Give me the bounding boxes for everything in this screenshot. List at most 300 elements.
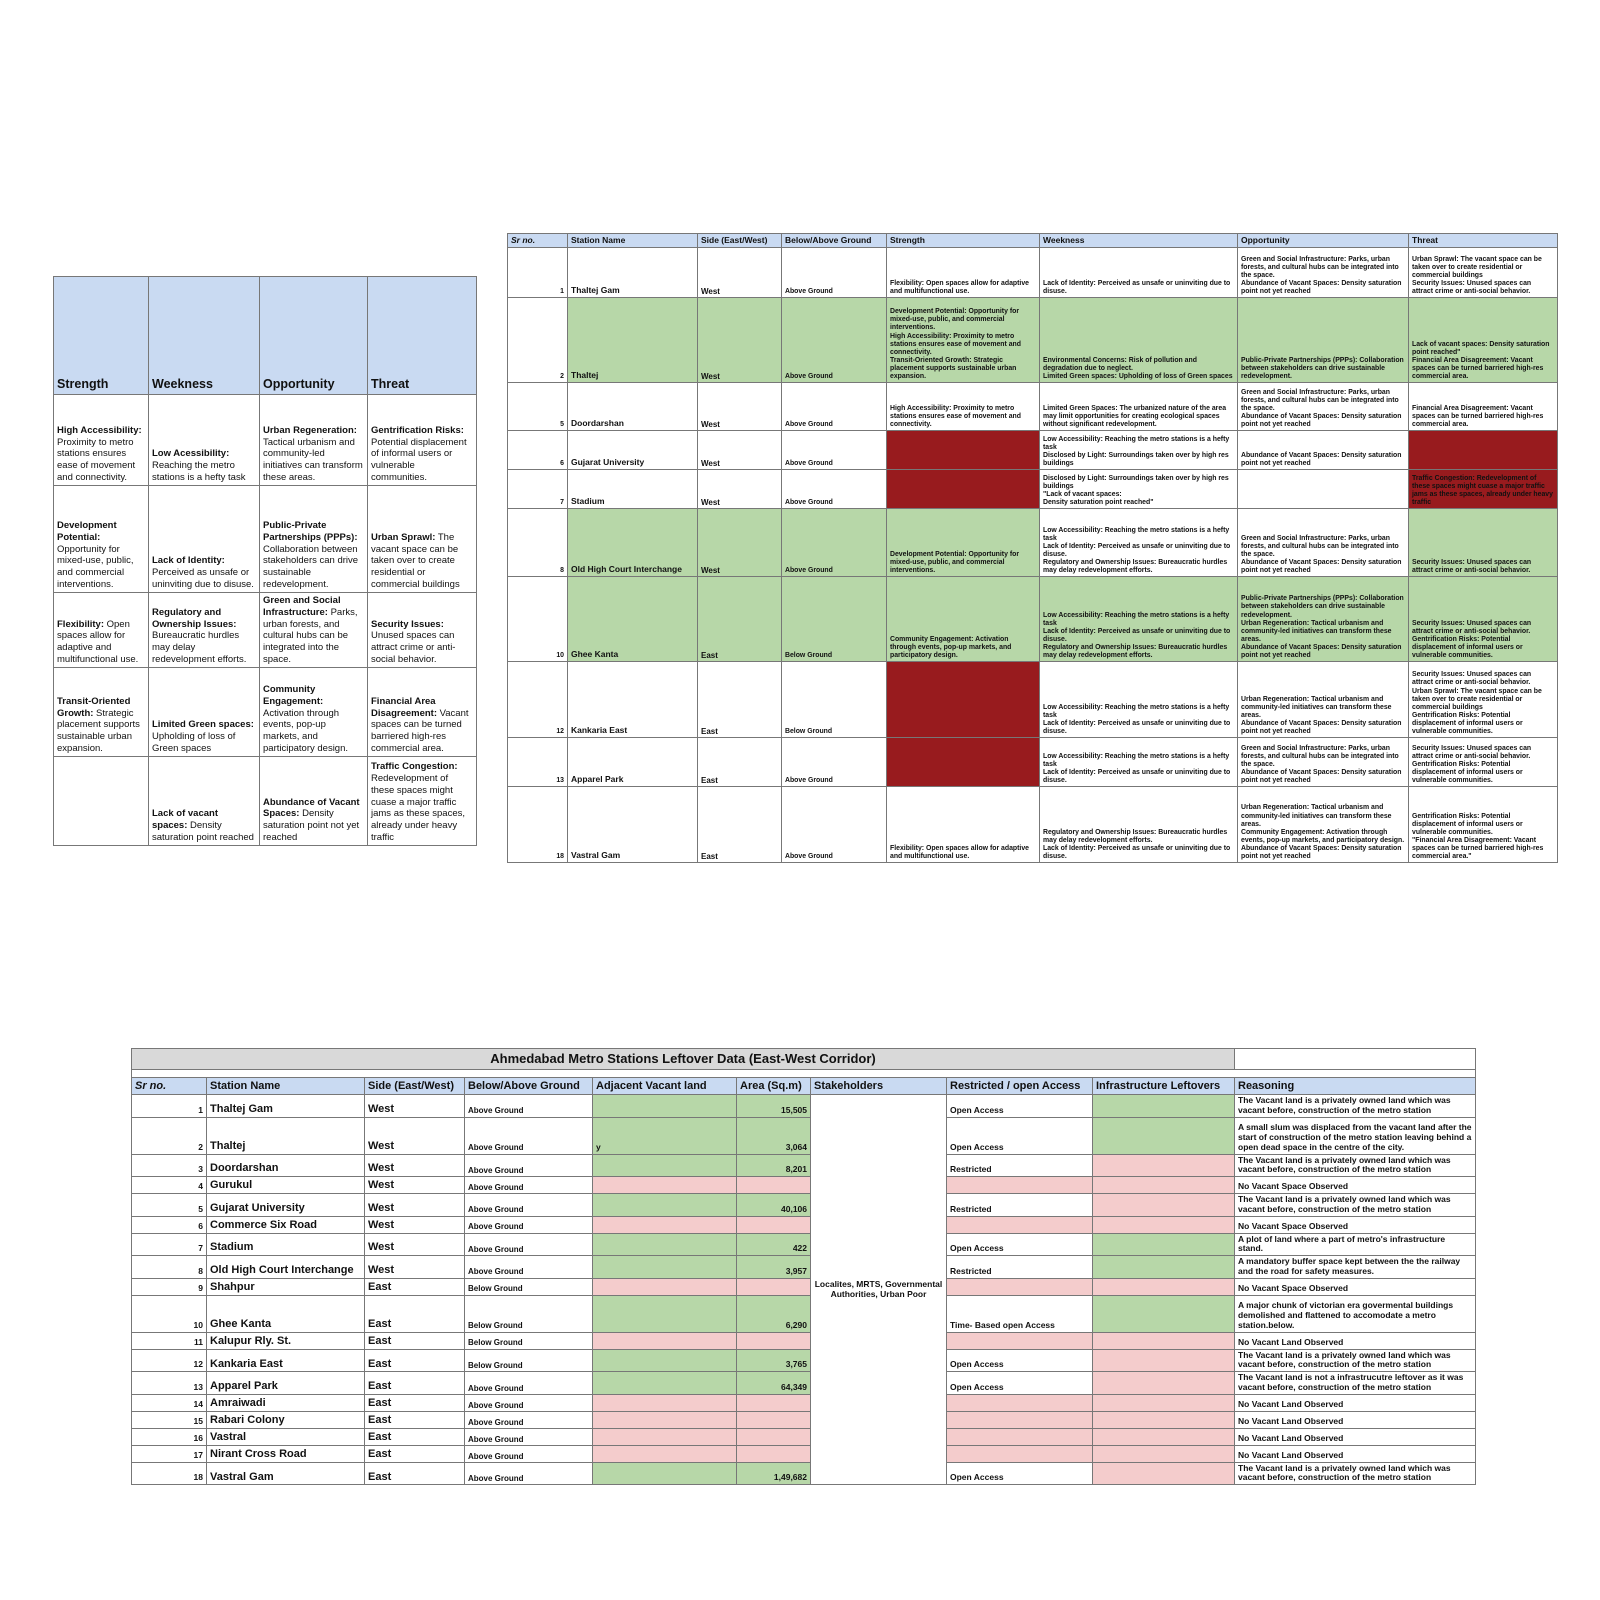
swot-header-row [54,277,477,395]
swot-cell-text: Collaboration between stakeholders can drive sustainable redevelopment. [263,543,359,591]
station-name-cell: Thaltej [568,298,698,383]
side-cell: East [365,1462,465,1485]
swot-cell-title: Regulatory and Ownership Issues: [152,606,237,630]
swot-cell-title: Flexibility: [57,618,104,630]
swot-cell-text: Tactical urbanism and community-led initiatives can transform these areas. [263,436,363,484]
adjacent-vacant-land-cell [593,1177,737,1194]
area-cell: 3,765 [737,1349,811,1372]
infrastructure-leftover-cell [1093,1177,1235,1194]
reasoning-cell: The Vacant land is a privately owned land which was vacant before, construction of the metro station [1235,1095,1476,1118]
ground-cell: Above Ground [465,1216,593,1233]
ground-cell: Above Ground [465,1154,593,1177]
area-cell [737,1177,811,1194]
infrastructure-leftover-cell [1093,1194,1235,1217]
access-cell: Open Access [947,1349,1093,1372]
leftover-header: Restricted / open Access [947,1078,1093,1095]
swot-cell [260,486,368,593]
ground-cell: Above Ground [465,1394,593,1411]
leftover-row [132,1177,1476,1194]
station-swot-row [508,738,1558,787]
ground-cell: Above Ground [782,470,887,509]
infrastructure-leftover-cell [1093,1233,1235,1256]
station-swot-header: Below/Above Ground [782,234,887,248]
side-cell: West [698,298,782,383]
swot-cell-text: The vacant space can be taken over to create residential or commercial buildings [371,531,460,591]
weakness-cell: Limited Green Spaces: The urbanized nature of the area may limit opportunities for creating ecological spaces without significant redevelopment. [1040,383,1238,431]
strength-cell: Community Engagement: Activation through events, pop-up markets, and participatory design. [887,577,1040,662]
access-cell [947,1216,1093,1233]
station-name-cell: Old High Court Interchange [568,509,698,577]
station-name-cell: Ghee Kanta [207,1295,365,1332]
adjacent-vacant-land-cell [593,1332,737,1349]
station-swot-header: Sr no. [508,234,568,248]
opportunity-cell: Green and Social Infrastructure: Parks, urban forests, and cultural hubs can be integrated into the space. Abundance of Vacant Spaces: Density saturation point not yet reached [1238,383,1409,431]
side-cell: West [365,1233,465,1256]
threat-cell: Financial Area Disagreement: Vacant spaces can be turned barriered high-res commercial area. [1409,383,1558,431]
reasoning-cell: No Vacant Land Observed [1235,1394,1476,1411]
leftover-header: Sr no. [132,1078,207,1095]
sr-no-cell: 6 [508,431,568,470]
swot-cell [149,757,260,846]
side-cell: East [365,1394,465,1411]
sr-no-cell: 5 [508,383,568,431]
swot-cell-text: Opportunity for mixed-use, public, and commercial interventions. [57,543,134,591]
adjacent-vacant-land-cell [593,1233,737,1256]
threat-cell [1409,431,1558,470]
station-name-cell: Gujarat University [568,431,698,470]
swot-row [54,593,477,668]
swot-cell [368,593,477,668]
swot-table [53,276,477,846]
access-cell: Open Access [947,1233,1093,1256]
leftover-title-row [132,1049,1476,1070]
swot-cell-title: Traffic Congestion: [371,760,458,772]
swot-cell [149,395,260,486]
swot-cell-text: Proximity to metro stations ensures ease of movement and connectivity. [57,436,136,484]
leftover-row [132,1278,1476,1295]
swot-cell-title: Financial Area Disagreement: [371,695,437,719]
station-swot-row [508,577,1558,662]
station-name-cell: Thaltej Gam [207,1095,365,1118]
reasoning-cell: The Vacant land is a privately owned land which was vacant before, construction of the metro station [1235,1462,1476,1485]
ground-cell: Above Ground [465,1177,593,1194]
station-name-cell: Gujarat University [207,1194,365,1217]
access-cell: Open Access [947,1117,1093,1154]
side-cell: West [365,1216,465,1233]
side-cell: West [365,1117,465,1154]
sr-no-cell: 7 [132,1233,207,1256]
station-swot-header: Strength [887,234,1040,248]
station-swot-table [507,233,1558,863]
station-name-cell: Stadium [207,1233,365,1256]
station-swot-row [508,662,1558,738]
leftover-header-row [132,1078,1476,1095]
threat-cell: Gentrification Risks: Potential displacement of informal users or vulnerable communities. "Financial Area Disagreement: Vacant spaces can be turned barriered high-res commercial area." [1409,787,1558,863]
adjacent-vacant-land-cell [593,1411,737,1428]
station-swot-header: Threat [1409,234,1558,248]
station-name-cell: Kalupur Rly. St. [207,1332,365,1349]
leftover-row [132,1332,1476,1349]
swot-cell-text: Parks, urban forests, and cultural hubs can be integrated into the space. [263,606,358,666]
threat-cell: Security Issues: Unused spaces can attract crime or anti-social behavior. [1409,509,1558,577]
weakness-cell: Environmental Concerns: Risk of pollution and degradation due to neglect. Limited Green spaces: Upholding of loss of Green spaces [1040,298,1238,383]
sr-no-cell: 9 [132,1278,207,1295]
threat-cell: Security Issues: Unused spaces can attract crime or anti-social behavior. Gentrification Risks: Potential displacement of informal users or vulnerable communities. [1409,738,1558,787]
adjacent-vacant-land-cell [593,1428,737,1445]
area-cell: 3,957 [737,1256,811,1279]
side-cell: East [365,1411,465,1428]
leftover-gap-row [132,1070,1476,1078]
opportunity-cell: Public-Private Partnerships (PPPs): Collaboration between stakeholders can drive sustainable redevelopment. Urban Regeneration: Tactical urbanism and community-led initiatives can transform these areas. Abundance of Vacant Spaces: Density saturation point not yet reached [1238,577,1409,662]
sr-no-cell: 11 [132,1332,207,1349]
leftover-row [132,1233,1476,1256]
station-name-cell: Stadium [568,470,698,509]
swot-cell [368,668,477,757]
leftover-row [132,1394,1476,1411]
station-name-cell: Vastral [207,1428,365,1445]
access-cell [947,1394,1093,1411]
station-swot-row [508,383,1558,431]
sr-no-cell: 8 [508,509,568,577]
side-cell: East [698,738,782,787]
area-cell: 1,49,682 [737,1462,811,1485]
ground-cell: Below Ground [782,662,887,738]
area-cell [737,1445,811,1462]
sr-no-cell: 4 [132,1177,207,1194]
station-swot-header: Side (East/West) [698,234,782,248]
leftover-header: Below/Above Ground [465,1078,593,1095]
station-name-cell: Shahpur [207,1278,365,1295]
reasoning-cell: The Vacant land is a privately owned land which was vacant before, construction of the metro station [1235,1194,1476,1217]
reasoning-cell: No Vacant Land Observed [1235,1411,1476,1428]
adjacent-vacant-land-cell [593,1349,737,1372]
opportunity-cell [1238,470,1409,509]
weakness-cell: Low Accessibility: Reaching the metro stations is a hefty task Lack of Identity: Perceived as unsafe or uninviting due to disuse. Regulatory and Ownership Issues: Bureaucratic hurdles may delay redevelopment efforts. [1040,509,1238,577]
swot-cell-title: Urban Sprawl: [371,531,436,543]
ground-cell: Above Ground [465,1462,593,1485]
side-cell: East [365,1428,465,1445]
swot-cell-title: Lack of Identity: [152,555,225,567]
swot-cell-title: Abundance of Vacant Spaces: [263,796,360,820]
opportunity-cell: Public-Private Partnerships (PPPs): Collaboration between stakeholders can drive sustainable redevelopment. [1238,298,1409,383]
infrastructure-leftover-cell [1093,1117,1235,1154]
swot-cell [368,395,477,486]
side-cell: West [365,1095,465,1118]
strength-cell [887,662,1040,738]
sr-no-cell: 10 [508,577,568,662]
leftover-row [132,1462,1476,1485]
leftover-data-table [131,1048,1476,1485]
weakness-cell: Low Accessibility: Reaching the metro stations is a hefty task Lack of Identity: Perceived as unsafe or uninviting due to disuse. [1040,662,1238,738]
swot-header-opportunity: Opportunity [260,277,368,395]
side-cell: West [698,383,782,431]
station-name-cell: Rabari Colony [207,1411,365,1428]
sr-no-cell: 1 [508,248,568,298]
access-cell: Restricted [947,1256,1093,1279]
ground-cell: Below Ground [465,1332,593,1349]
access-cell [947,1428,1093,1445]
reasoning-cell: A mandatory buffer space kept between the the railway and the road for safety measures. [1235,1256,1476,1279]
station-swot-row [508,431,1558,470]
swot-cell-text: Upholding of loss of Green spaces [152,731,236,755]
station-name-cell: Amraiwadi [207,1394,365,1411]
strength-cell [887,738,1040,787]
ground-cell: Above Ground [782,509,887,577]
sr-no-cell: 2 [508,298,568,383]
access-cell: Open Access [947,1372,1093,1395]
leftover-row [132,1445,1476,1462]
ground-cell: Below Ground [465,1278,593,1295]
reasoning-cell: No Vacant Space Observed [1235,1278,1476,1295]
swot-cell-text: Bureaucratic hurdles may delay redevelopment efforts. [152,630,247,666]
side-cell: West [698,509,782,577]
side-cell: West [365,1177,465,1194]
area-cell: 64,349 [737,1372,811,1395]
access-cell: Open Access [947,1095,1093,1118]
infrastructure-leftover-cell [1093,1349,1235,1372]
swot-cell [368,486,477,593]
ground-cell: Above Ground [782,248,887,298]
station-swot-row [508,470,1558,509]
sr-no-cell: 18 [508,787,568,863]
adjacent-vacant-land-cell [593,1394,737,1411]
station-name-cell: Commerce Six Road [207,1216,365,1233]
ground-cell: Above Ground [782,431,887,470]
station-name-cell: Gurukul [207,1177,365,1194]
leftover-row [132,1295,1476,1332]
ground-cell: Above Ground [465,1117,593,1154]
infrastructure-leftover-cell [1093,1394,1235,1411]
swot-cell [368,757,477,846]
leftover-row [132,1256,1476,1279]
swot-cell-title: High Accessibility: [57,424,142,436]
area-cell [737,1411,811,1428]
weakness-cell: Low Accessibility: Reaching the metro stations is a hefty task Lack of Identity: Perceived as unsafe or uninviting due to disuse. Regulatory and Ownership Issues: Bureaucratic hurdles may delay redevelopment efforts. [1040,577,1238,662]
swot-cell-text: Vacant spaces can be turned barriered high-res commercial area. [371,707,469,755]
access-cell [947,1332,1093,1349]
side-cell: East [365,1332,465,1349]
area-cell: 6,290 [737,1295,811,1332]
station-name-cell: Apparel Park [568,738,698,787]
infrastructure-leftover-cell [1093,1372,1235,1395]
leftover-row [132,1372,1476,1395]
adjacent-vacant-land-cell [593,1216,737,1233]
infrastructure-leftover-cell [1093,1256,1235,1279]
swot-cell [260,757,368,846]
station-name-cell: Vastral Gam [207,1462,365,1485]
side-cell: West [698,248,782,298]
station-name-cell: Nirant Cross Road [207,1445,365,1462]
station-name-cell: Vastral Gam [568,787,698,863]
swot-cell-title: Green and Social Infrastructure: [263,594,341,618]
station-name-cell: Apparel Park [207,1372,365,1395]
ground-cell: Above Ground [782,298,887,383]
threat-cell: Lack of vacant spaces: Density saturation point reached" Financial Area Disagreement: Vacant spaces can be turned barriered high-res commercial area. [1409,298,1558,383]
sr-no-cell: 12 [508,662,568,738]
ground-cell: Above Ground [465,1233,593,1256]
swot-cell-text: Activation through events, pop-up markets, and participatory design. [263,707,349,755]
swot-cell-title: Transit-Oriented Growth: [57,695,131,719]
access-cell: Restricted [947,1194,1093,1217]
swot-cell [149,668,260,757]
sr-no-cell: 3 [132,1154,207,1177]
access-cell [947,1278,1093,1295]
station-name-cell: Old High Court Interchange [207,1256,365,1279]
area-cell: 8,201 [737,1154,811,1177]
swot-cell [54,668,149,757]
infrastructure-leftover-cell [1093,1216,1235,1233]
area-cell: 3,064 [737,1117,811,1154]
leftover-row [132,1428,1476,1445]
swot-header-weakness: Weekness [149,277,260,395]
infrastructure-leftover-cell [1093,1332,1235,1349]
station-name-cell: Thaltej Gam [568,248,698,298]
reasoning-cell: No Vacant Land Observed [1235,1445,1476,1462]
opportunity-cell: Urban Regeneration: Tactical urbanism and community-led initiatives can transform these areas. Community Engagement: Activation through events, pop-up markets, and participatory design. Abundance of Vacant Spaces: Density saturation point not yet reached [1238,787,1409,863]
station-swot-row [508,298,1558,383]
swot-cell-title: Limited Green spaces: [152,719,254,731]
infrastructure-leftover-cell [1093,1295,1235,1332]
reasoning-cell: The Vacant land is a privately owned land which was vacant before, construction of the metro station [1235,1154,1476,1177]
infrastructure-leftover-cell [1093,1428,1235,1445]
access-cell: Time- Based open Access [947,1295,1093,1332]
access-cell: Open Access [947,1462,1093,1485]
station-name-cell: Ghee Kanta [568,577,698,662]
opportunity-cell: Green and Social Infrastructure: Parks, urban forests, and cultural hubs can be integrated into the space. Abundance of Vacant Spaces: Density saturation point not yet reached [1238,738,1409,787]
swot-cell [54,593,149,668]
leftover-row [132,1154,1476,1177]
access-cell: Restricted [947,1154,1093,1177]
sr-no-cell: 18 [132,1462,207,1485]
sr-no-cell: 17 [132,1445,207,1462]
station-name-cell: Kankaria East [207,1349,365,1372]
leftover-row [132,1095,1476,1118]
leftover-title: Ahmedabad Metro Stations Leftover Data (East-West Corridor) [132,1049,1235,1070]
station-name-cell: Kankaria East [568,662,698,738]
swot-row [54,668,477,757]
leftover-row [132,1349,1476,1372]
ground-cell: Below Ground [465,1295,593,1332]
side-cell: West [365,1256,465,1279]
sr-no-cell: 12 [132,1349,207,1372]
swot-cell-title: Lack of vacant spaces: [152,808,218,832]
access-cell [947,1177,1093,1194]
leftover-row [132,1216,1476,1233]
sr-no-cell: 16 [132,1428,207,1445]
strength-cell: Flexibility: Open spaces allow for adaptive and multifunctional use. [887,787,1040,863]
sr-no-cell: 15 [132,1411,207,1428]
opportunity-cell: Urban Regeneration: Tactical urbanism and community-led initiatives can transform these areas. Abundance of Vacant Spaces: Density saturation point not yet reached [1238,662,1409,738]
side-cell: East [365,1445,465,1462]
weakness-cell: Lack of Identity: Perceived as unsafe or uninviting due to disuse. [1040,248,1238,298]
reasoning-cell: A major chunk of victorian era govermental buildings demolished and flattened to accomodate a metro station.below. [1235,1295,1476,1332]
side-cell: East [698,787,782,863]
sr-no-cell: 6 [132,1216,207,1233]
swot-cell-title: Low Acessibility: [152,448,230,460]
sr-no-cell: 8 [132,1256,207,1279]
adjacent-vacant-land-cell [593,1372,737,1395]
swot-cell-text: Redevelopment of these spaces might cuase a major traffic jams as these spaces, already under heavy traffic [371,772,465,844]
infrastructure-leftover-cell [1093,1462,1235,1485]
swot-cell [260,593,368,668]
area-cell [737,1332,811,1349]
ground-cell: Above Ground [465,1411,593,1428]
leftover-header: Reasoning [1235,1078,1476,1095]
station-name-cell: Doordarshan [568,383,698,431]
reasoning-cell: No Vacant Space Observed [1235,1216,1476,1233]
adjacent-vacant-land-cell: y [593,1117,737,1154]
station-name-cell: Doordarshan [207,1154,365,1177]
side-cell: West [698,470,782,509]
weakness-cell: Low Accessibility: Reaching the metro stations is a hefty task Lack of Identity: Perceived as unsafe or uninviting due to disuse. [1040,738,1238,787]
sr-no-cell: 13 [132,1372,207,1395]
swot-cell [54,486,149,593]
adjacent-vacant-land-cell [593,1095,737,1118]
swot-cell-text: Reaching the metro stations is a hefty task [152,460,246,484]
ground-cell: Below Ground [465,1349,593,1372]
ground-cell: Above Ground [465,1445,593,1462]
strength-cell [887,470,1040,509]
leftover-row [132,1411,1476,1428]
side-cell: East [698,662,782,738]
strength-cell: Development Potential: Opportunity for mixed-use, public, and commercial interventions. High Accessibility: Proximity to metro stations ensures ease of movement and connectivity. Transit-Oriented Growth: Strategic placement supports sustainable urban expansion. [887,298,1040,383]
ground-cell: Above Ground [465,1428,593,1445]
leftover-header: Stakeholders [811,1078,947,1095]
weakness-cell: Low Accessibility: Reaching the metro stations is a hefty task Disclosed by Light: Surroundings taken over by high res buildings [1040,431,1238,470]
reasoning-cell: No Vacant Land Observed [1235,1332,1476,1349]
swot-cell-text: Open spaces allow for adaptive and multifunctional use. [57,618,139,666]
leftover-row [132,1194,1476,1217]
ground-cell: Above Ground [782,383,887,431]
stakeholders-cell: Localites, MRTS, Governmental Authorities, Urban Poor [811,1095,947,1485]
strength-cell [887,431,1040,470]
leftover-header: Area (Sq.m) [737,1078,811,1095]
area-cell: 40,106 [737,1194,811,1217]
reasoning-cell: No Vacant Space Observed [1235,1177,1476,1194]
threat-cell: Urban Sprawl: The vacant space can be taken over to create residential or commercial buildings Security Issues: Unused spaces can attract crime or anti-social behavior. [1409,248,1558,298]
weakness-cell: Disclosed by Light: Surroundings taken over by high res buildings "Lack of vacant spaces: Density saturation point reached" [1040,470,1238,509]
side-cell: East [698,577,782,662]
access-cell [947,1411,1093,1428]
swot-row [54,395,477,486]
swot-cell-text: Perceived as unsafe or uninviting due to disuse. [152,567,254,591]
adjacent-vacant-land-cell [593,1462,737,1485]
swot-cell-title: Urban Regeneration: [263,424,357,436]
swot-cell-title: Gentrification Risks: [371,424,464,436]
swot-cell [260,395,368,486]
infrastructure-leftover-cell [1093,1154,1235,1177]
station-name-cell: Thaltej [207,1117,365,1154]
swot-cell-text: Unused spaces can attract crime or anti-social behavior. [371,630,456,666]
swot-cell-title: Public-Private Partnerships (PPPs): [263,519,358,543]
side-cell: West [698,431,782,470]
infrastructure-leftover-cell [1093,1411,1235,1428]
adjacent-vacant-land-cell [593,1154,737,1177]
station-swot-header-row [508,234,1558,248]
ground-cell: Above Ground [465,1256,593,1279]
side-cell: West [365,1194,465,1217]
swot-cell [54,757,149,846]
swot-header-threat: Threat [368,277,477,395]
station-swot-row [508,248,1558,298]
leftover-header: Side (East/West) [365,1078,465,1095]
ground-cell: Above Ground [782,738,887,787]
reasoning-cell: The Vacant land is a privately owned land which was vacant before, construction of the metro station [1235,1349,1476,1372]
swot-cell [149,593,260,668]
station-swot-row [508,509,1558,577]
opportunity-cell: Green and Social Infrastructure: Parks, urban forests, and cultural hubs can be integrated into the space. Abundance of Vacant Spaces: Density saturation point not yet reached [1238,248,1409,298]
sr-no-cell: 7 [508,470,568,509]
